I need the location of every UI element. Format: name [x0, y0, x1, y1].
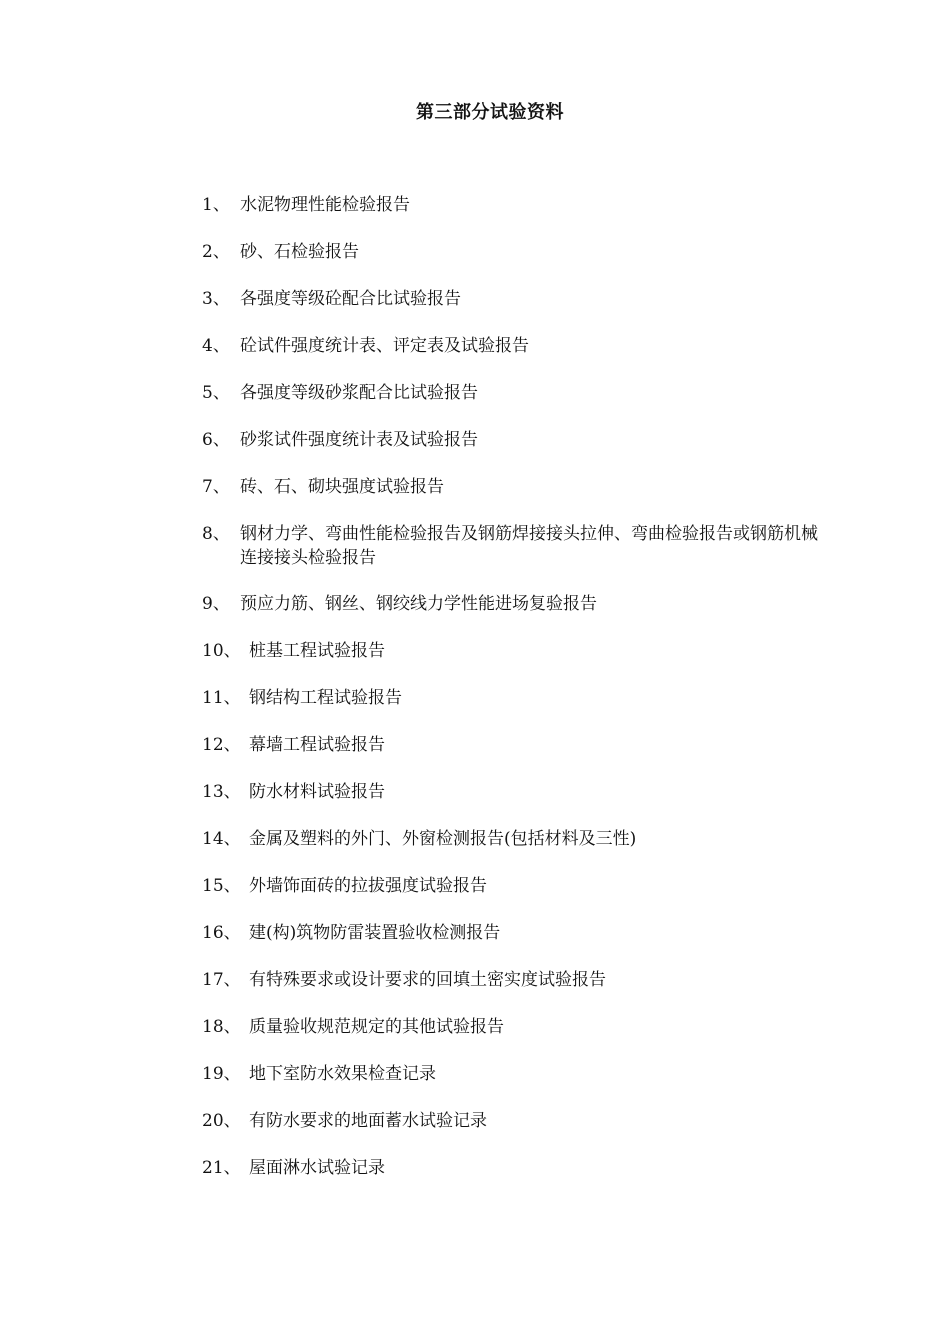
item-number: 8、 [202, 524, 230, 544]
document-title: 第三部分试验资料 [416, 102, 564, 123]
list-item [202, 780, 822, 804]
list-item [202, 193, 822, 217]
item-number: 6、 [202, 430, 230, 450]
item-number: 18、 [202, 1017, 241, 1037]
list-item [202, 639, 822, 663]
item-number: 5、 [202, 383, 230, 403]
list-item [202, 827, 822, 851]
list-item [202, 428, 822, 452]
list-item [202, 968, 822, 992]
list-item [202, 381, 822, 405]
list-item [202, 287, 822, 311]
item-number: 2、 [202, 242, 230, 262]
list-item [202, 240, 822, 264]
item-number: 20、 [202, 1111, 241, 1131]
item-number: 1、 [202, 195, 230, 215]
item-text: 水泥物理性能检验报告 [240, 195, 410, 215]
item-text: 幕墙工程试验报告 [249, 735, 385, 755]
list-item [202, 522, 822, 570]
item-text: 各强度等级砼配合比试验报告 [240, 289, 461, 309]
test-materials-list [202, 193, 822, 1203]
item-text: 金属及塑料的外门、外窗检测报告(包括材料及三性) [249, 829, 637, 849]
item-text: 有特殊要求或设计要求的回填土密实度试验报告 [249, 970, 606, 990]
item-number: 19、 [202, 1064, 241, 1084]
item-number: 13、 [202, 782, 241, 802]
item-text: 质量验收规范规定的其他试验报告 [249, 1017, 504, 1037]
list-item [202, 334, 822, 358]
list-item [202, 1015, 822, 1039]
list-item [202, 874, 822, 898]
list-item [202, 592, 822, 616]
item-number: 9、 [202, 594, 230, 614]
item-text: 砂、石检验报告 [240, 242, 359, 262]
item-text: 防水材料试验报告 [249, 782, 385, 802]
item-number: 10、 [202, 641, 241, 661]
item-text: 预应力筋、钢丝、钢绞线力学性能进场复验报告 [240, 594, 597, 614]
item-number: 4、 [202, 336, 230, 356]
item-text: 桩基工程试验报告 [249, 641, 385, 661]
item-text: 各强度等级砂浆配合比试验报告 [240, 383, 478, 403]
item-number: 14、 [202, 829, 241, 849]
item-text: 建(构)筑物防雷装置验收检测报告 [249, 923, 501, 943]
item-text: 砖、石、砌块强度试验报告 [240, 477, 444, 497]
list-item [202, 733, 822, 757]
list-item [202, 1109, 822, 1133]
item-text: 外墙饰面砖的拉拔强度试验报告 [249, 876, 487, 896]
item-text: 有防水要求的地面蓄水试验记录 [249, 1111, 487, 1131]
item-number: 15、 [202, 876, 241, 896]
item-number: 3、 [202, 289, 230, 309]
item-number: 16、 [202, 923, 241, 943]
item-text: 地下室防水效果检查记录 [249, 1064, 436, 1084]
item-number: 11、 [202, 688, 241, 708]
item-number: 21、 [202, 1158, 241, 1178]
item-text: 屋面淋水试验记录 [249, 1158, 385, 1178]
item-number: 7、 [202, 477, 230, 497]
list-item [202, 686, 822, 710]
item-number: 12、 [202, 735, 241, 755]
list-item [202, 1062, 822, 1086]
item-number: 17、 [202, 970, 241, 990]
item-text: 钢结构工程试验报告 [249, 688, 402, 708]
list-item [202, 1156, 822, 1180]
item-text: 砂浆试件强度统计表及试验报告 [240, 430, 478, 450]
item-text: 钢材力学、弯曲性能检验报告及钢筋焊接接头拉伸、弯曲检验报告或钢筋机械连接接头检验报告 [240, 524, 818, 568]
list-item [202, 475, 822, 499]
item-text: 砼试件强度统计表、评定表及试验报告 [240, 336, 529, 356]
list-item [202, 921, 822, 945]
